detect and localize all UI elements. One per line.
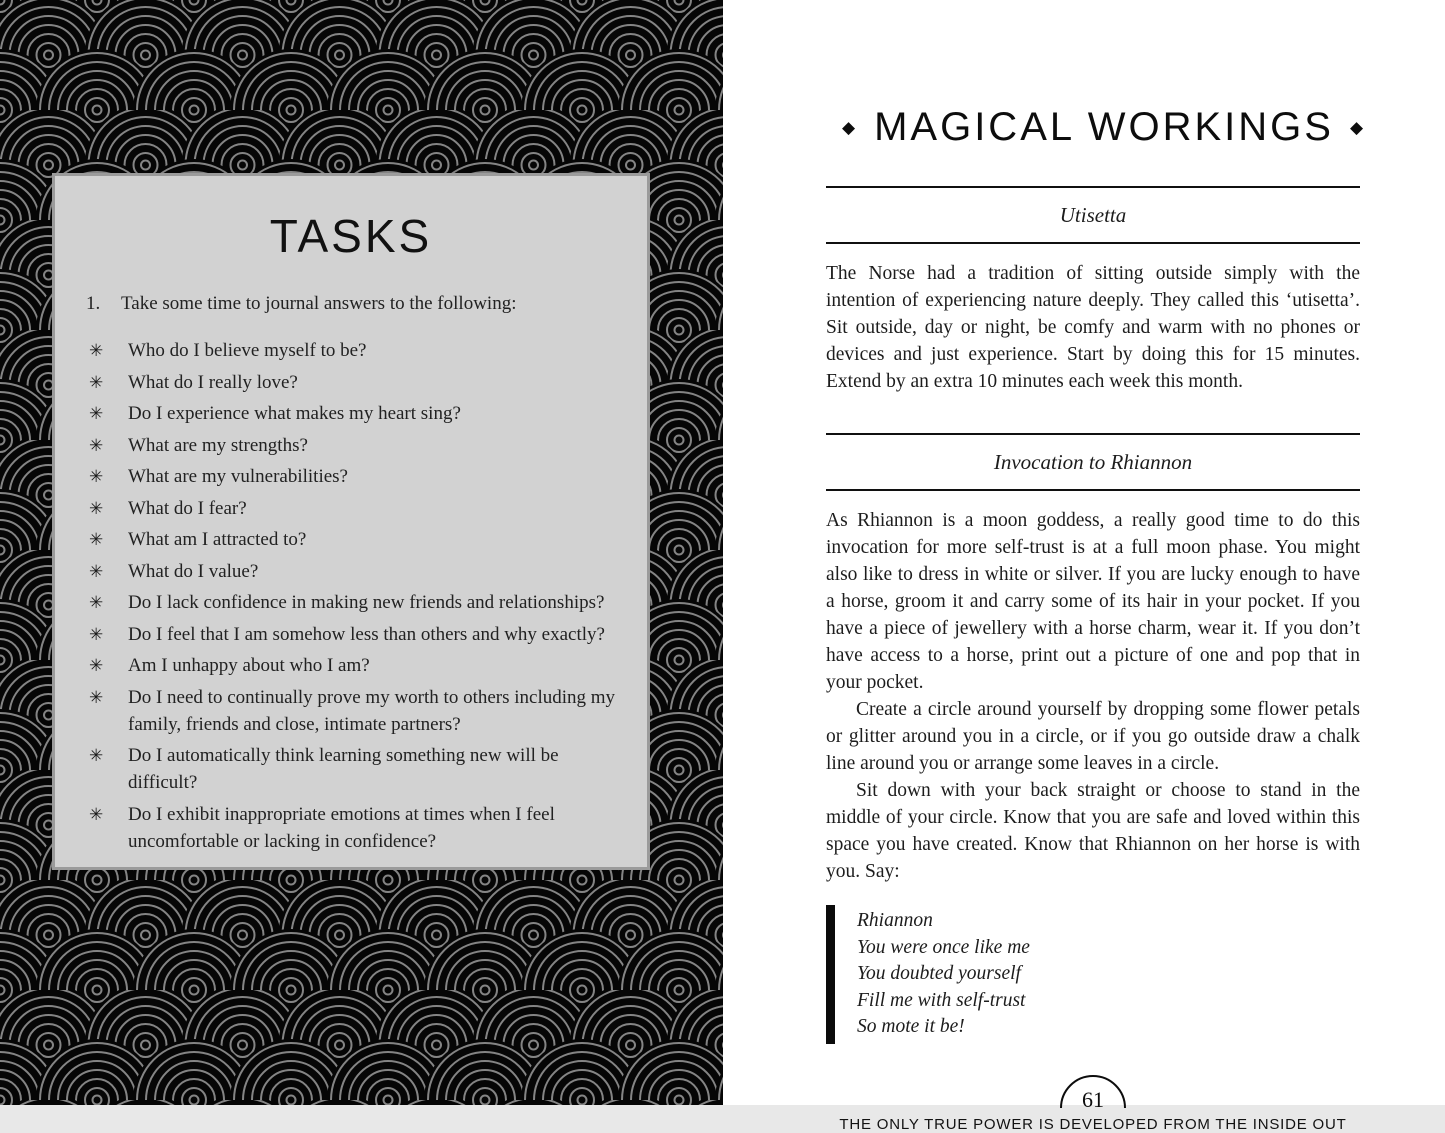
list-item <box>55 526 647 553</box>
quote-line: You were once like me <box>857 936 1030 958</box>
item-number: 1. <box>86 293 101 314</box>
list-item <box>55 652 647 679</box>
star-bullet-icon: ✳ <box>89 593 104 612</box>
list-item <box>55 369 647 396</box>
list-item-text: What do I really love? <box>128 371 298 393</box>
list-item <box>55 432 647 459</box>
chapter-title <box>826 102 1367 153</box>
list-item-text: What are my vulnerabilities? <box>128 466 348 487</box>
list-item-text: What do I value? <box>128 560 259 582</box>
star-bullet-icon: ✳ <box>89 656 104 675</box>
list-item <box>55 684 647 738</box>
star-bullet-icon: ✳ <box>89 561 104 581</box>
invocation-paragraph-2: Create a circle around yourself by dropping some flower petals or glitter around you in a circle, or if you go outside draw a chalk line around you or arrange some leaves in a circle. <box>826 699 1360 774</box>
list-item-text: What do I fear? <box>128 497 247 519</box>
invocation-quote <box>826 905 1360 1044</box>
list-item-text: Do I feel that I am somehow less than others and why exactly? <box>128 623 605 645</box>
diamond-ornament-icon: ◆ <box>842 118 859 137</box>
quote-line: So mote it be! <box>857 1016 965 1037</box>
quote-line: Fill me with self-trust <box>857 989 1026 1011</box>
section-rule <box>826 242 1360 244</box>
quote-line: You doubted yourself <box>857 963 1021 984</box>
item-text: Take some time to journal answers to the following: <box>121 293 517 314</box>
list-item-text: What am I attracted to? <box>128 529 307 550</box>
star-bullet-icon: ✳ <box>89 467 104 486</box>
utisetta-paragraph: The Norse had a tradition of sitting outside simply with the intention of experiencing nature deeply. They called this ‘utisetta’. Sit outside, day or night, be comfy and warm with no phones or devices and just experience. Start by doing this for 15 minutes. Extend by an extra 10 minutes each week this month. <box>826 263 1360 392</box>
quote-line: Rhiannon <box>857 910 933 931</box>
tasks-box <box>52 173 650 870</box>
section-heading-invocation: Invocation to Rhiannon <box>993 450 1193 474</box>
list-item <box>55 400 647 427</box>
list-item <box>55 589 647 616</box>
list-item-text: Do I need to continually prove my worth to others including my family, friends and close, intimate partners? <box>128 686 616 735</box>
star-bullet-icon: ✳ <box>89 404 104 423</box>
page-number-arch <box>1058 1071 1128 1112</box>
journal-question-list <box>55 337 647 855</box>
left-page <box>0 0 723 1105</box>
list-item-text: Do I lack confidence in making new friends and relationships? <box>128 592 605 613</box>
list-item-text: What are my strengths? <box>128 434 308 456</box>
star-bullet-icon: ✳ <box>89 498 104 518</box>
list-item <box>55 742 647 796</box>
chapter-title-text: MAGICAL WORKINGS <box>874 105 1334 149</box>
diamond-ornament-icon: ◆ <box>1349 118 1367 137</box>
right-page <box>723 0 1445 1133</box>
star-bullet-icon: ✳ <box>89 687 104 707</box>
numbered-item <box>55 290 647 317</box>
star-bullet-icon: ✳ <box>89 804 104 824</box>
star-bullet-icon: ✳ <box>89 746 104 765</box>
tasks-title: TASKS <box>269 210 433 262</box>
section-heading-utisetta: Utisetta <box>1059 203 1127 227</box>
star-bullet-icon: ✳ <box>89 624 104 644</box>
footer-tagline: THE ONLY TRUE POWER IS DEVELOPED FROM THE INSIDE OUT <box>839 1115 1347 1133</box>
star-bullet-icon: ✳ <box>89 372 104 392</box>
page-number: 61 <box>1082 1086 1104 1112</box>
list-item <box>55 463 647 490</box>
list-item-text: Do I automatically think learning something new will be difficult? <box>128 745 559 793</box>
star-bullet-icon: ✳ <box>89 341 104 360</box>
star-bullet-icon: ✳ <box>89 530 104 549</box>
list-item-text: Who do I believe myself to be? <box>128 340 367 361</box>
invocation-paragraph-1: As Rhiannon is a moon goddess, a really good time to do this invocation for more self-trust is at a full moon phase. You might also like to dress in white or silver. If you are lucky enough to have a horse, groom it and carry some of its hair in your pocket. If you have a piece of jewellery with a horse charm, wear it. If you don’t have access to a horse, print out a picture of one and pop that in your pocket. <box>826 510 1360 693</box>
star-bullet-icon: ✳ <box>89 435 104 455</box>
invocation-paragraph-3: Sit down with your back straight or choose to stand in the middle of your circle. Know that you are safe and loved within this space you have created. Know that Rhiannon on her horse is with you. Say: <box>826 780 1360 882</box>
list-item <box>55 558 647 585</box>
section-rule <box>826 489 1360 491</box>
list-item-text: Do I experience what makes my heart sing? <box>128 403 461 424</box>
list-item <box>55 801 647 855</box>
list-item <box>55 495 647 522</box>
list-item <box>55 621 647 648</box>
list-item-text: Do I exhibit inappropriate emotions at times when I feel uncomfortable or lacking in confidence? <box>128 803 555 852</box>
page-number-area <box>826 1071 1360 1112</box>
list-item-text: Am I unhappy about who I am? <box>128 655 370 676</box>
list-item <box>55 337 647 364</box>
